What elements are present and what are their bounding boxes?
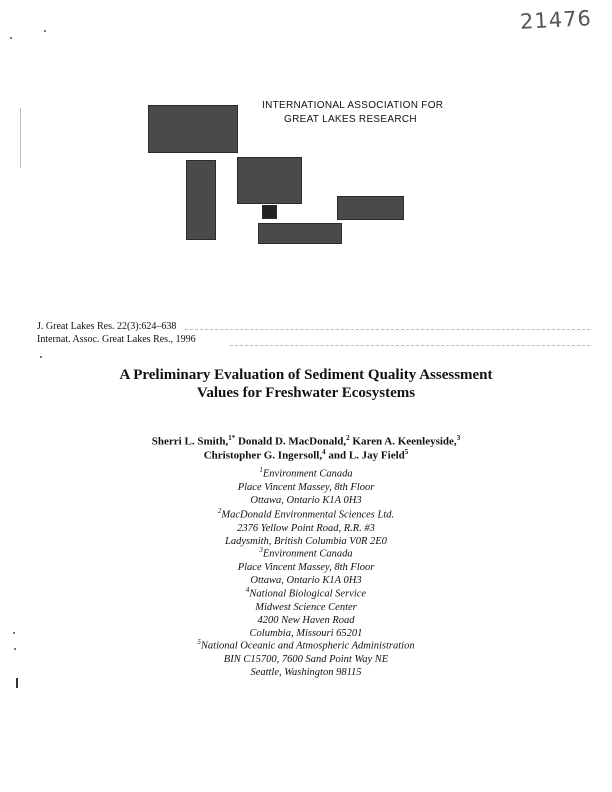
org-name-line1: INTERNATIONAL ASSOCIATION FOR xyxy=(262,100,444,111)
affiliation-line: Environment Canada xyxy=(262,468,353,480)
org-name-line2: GREAT LAKES RESEARCH xyxy=(284,114,417,125)
affiliation-line: 4200 New Haven Road xyxy=(257,614,355,626)
author-name: Christopher G. Ingersoll, xyxy=(203,449,323,462)
affiliation-5 xyxy=(0,636,612,679)
paper-title-line2: Values for Freshwater Ecosystems xyxy=(196,385,416,401)
affiliation-line: Seattle, Washington 98115 xyxy=(250,666,362,678)
affiliation-line: Place Vincent Massey, 8th Floor xyxy=(237,561,375,573)
affiliation-line: Columbia, Missouri 65201 xyxy=(249,627,363,639)
affiliation-num: 4 xyxy=(245,586,250,594)
affiliation-1 xyxy=(0,464,612,507)
paper-title-line1: A Preliminary Evaluation of Sediment Quality Assessment xyxy=(119,367,493,383)
affiliation-4 xyxy=(0,584,612,640)
logo-block-small xyxy=(262,205,277,219)
authors-line2 xyxy=(0,448,612,462)
citation-publisher: Internat. Assoc. Great Lakes Res., 1996 xyxy=(37,334,196,345)
affiliation-line: National Biological Service xyxy=(249,588,367,600)
affiliation-line: Place Vincent Massey, 8th Floor xyxy=(237,481,375,493)
affiliation-2 xyxy=(0,505,612,548)
citation-journal: J. Great Lakes Res. 22(3):624–638 xyxy=(37,321,177,332)
affiliation-line: BIN C15700, 7600 Sand Point Way NE xyxy=(223,653,389,665)
affiliation-num: 2 xyxy=(217,507,222,515)
author-name: Donald D. MacDonald, xyxy=(235,435,347,448)
logo-block-top-left xyxy=(148,105,238,153)
affiliation-num: 3 xyxy=(259,546,263,554)
author-sup: 3 xyxy=(456,434,461,442)
affiliation-line: Ottawa, Ontario K1A 0H3 xyxy=(250,574,362,586)
logo-block-bottom xyxy=(258,223,342,244)
author-name: and L. Jay Field xyxy=(325,449,405,462)
affiliation-line: Ladysmith, British Columbia V0R 2E0 xyxy=(225,535,387,547)
affiliation-line: Environment Canada xyxy=(262,548,353,560)
affiliation-line: Ottawa, Ontario K1A 0H3 xyxy=(250,494,362,506)
logo-block-vertical xyxy=(186,160,216,240)
affiliation-line: National Oceanic and Atmospheric Administration xyxy=(200,640,415,652)
affiliation-line: 2376 Yellow Point Road, R.R. #3 xyxy=(237,522,375,534)
affiliation-num: 1 xyxy=(259,466,263,474)
affiliation-line: Midwest Science Center xyxy=(255,601,357,613)
author-sup: 4 xyxy=(322,448,326,456)
author-sup: 5 xyxy=(404,448,409,456)
author-sup: 1* xyxy=(228,434,236,442)
author-name: Karen A. Keenleyside, xyxy=(349,435,457,448)
author-name: Sherri L. Smith, xyxy=(151,435,229,448)
logo-block-center xyxy=(237,157,302,204)
affiliation-line: MacDonald Environmental Sciences Ltd. xyxy=(221,509,395,521)
affiliation-num: 5 xyxy=(197,638,201,646)
author-sup: 2 xyxy=(346,434,350,442)
logo-block-right xyxy=(337,196,404,220)
authors-line1 xyxy=(0,434,612,448)
affiliation-3 xyxy=(0,544,612,587)
handwritten-number: 21476 xyxy=(519,6,593,34)
